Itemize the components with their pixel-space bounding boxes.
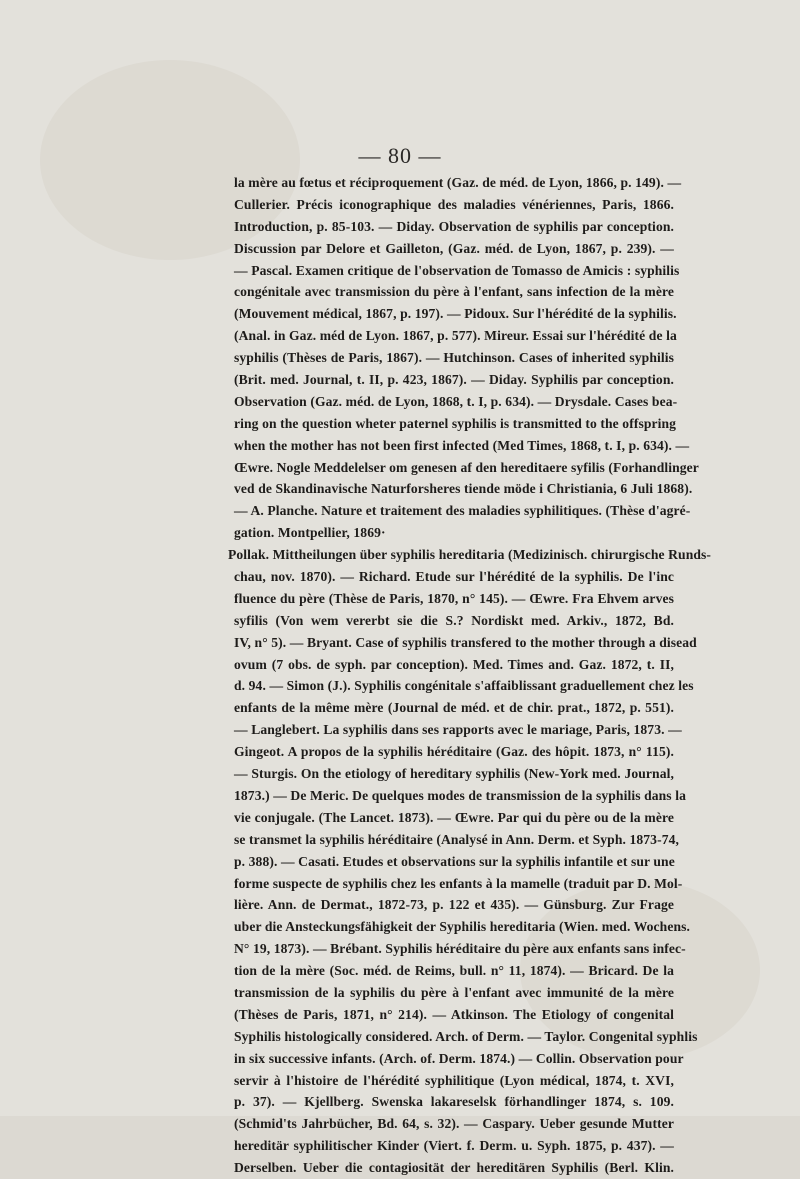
text-line: se transmet la syphilis héréditaire (Analysé in Ann. Derm. et Syph. 1873-74, [234,831,679,847]
text-line: vie conjugale. (The Lancet. 1873). — Œwre. Par qui du père ou de la mère [234,809,674,825]
text-line: fluence du père (Thèse de Paris, 1870, n° 145). — Œwre. Fra Ehvem arves [234,590,674,606]
bibliography-text [228,172,712,1179]
text-line: Observation (Gaz. méd. de Lyon, 1868, t. I, p. 634). — Drysdale. Cases bea- [234,393,678,409]
page-number: — 80 — [358,143,442,168]
text-line: p. 37). — Kjellberg. Swenska lakareselsk förhandlinger 1874, s. 109. [234,1094,674,1110]
text-line: Gingeot. A propos de la syphilis héréditaire (Gaz. des hôpit. 1873, n° 115). [234,744,674,760]
text-line: enfants de la même mère (Journal de méd. et de chir. prat., 1872, p. 551). [234,700,674,716]
text-line: Derselben. Ueber die contagiosität der hereditären Syphilis (Berl. Klin. [234,1160,674,1176]
text-line: (Anal. in Gaz. méd de Lyon. 1867, p. 577). Mireur. Essai sur l'hérédité de la [234,328,677,344]
text-line: (Thèses de Paris, 1871, n° 214). — Atkinson. The Etiology of congenital [234,1006,674,1022]
text-line: (Brit. med. Journal, t. II, p. 423, 1867). — Diday. Syphilis par conception. [234,372,674,388]
text-line: IV, n° 5). — Bryant. Case of syphilis transfered to the mother through a disead [234,634,697,650]
text-line: (Mouvement médical, 1867, p. 197). — Pidoux. Sur l'hérédité de la syphilis. [234,306,677,322]
text-line: tion de la mère (Soc. méd. de Reims, bull. n° 11, 1874). — Bricard. De la [234,963,674,979]
text-line: ovum (7 obs. de syph. par conception). Med. Times and. Gaz. 1872, t. II, [234,656,674,672]
text-line: servir à l'histoire de l'hérédité syphilitique (Lyon médical, 1874, t. XVI, [234,1072,674,1088]
text-line: N° 19, 1873). — Brébant. Syphilis héréditaire du père aux enfants sans infec- [234,941,686,957]
text-line: transmission de la syphilis du père à l'enfant avec immunité de la mère [234,984,674,1000]
text-line: hereditär syphilitischer Kinder (Viert. f. Derm. u. Syph. 1875, p. 437). — [234,1138,674,1154]
text-line: Introduction, p. 85-103. — Diday. Observation de syphilis par conception. [234,218,674,234]
text-line: — A. Planche. Nature et traitement des maladies syphilitiques. (Thèse d'agré- [234,503,691,519]
text-line: chau, nov. 1870). — Richard. Etude sur l'hérédité de la syphilis. De l'inc [234,569,674,585]
text-line: Syphilis histologically considered. Arch. of Derm. — Taylor. Congenital syphlis [234,1028,698,1044]
text-line: la mère au fœtus et réciproquement (Gaz. de méd. de Lyon, 1866, p. 149). — [234,175,682,190]
text-line: congénitale avec transmission du père à l'enfant, sans infection de la mère [234,284,674,300]
text-line: 1873.) — De Meric. De quelques modes de transmission de la syphilis dans la [234,787,686,803]
text-line: forme suspecte de syphilis chez les enfants à la mamelle (traduit par D. Mol- [234,875,683,891]
text-line: (Schmid'ts Jahrbücher, Bd. 64, s. 32). — Caspary. Ueber gesunde Mutter [234,1116,674,1132]
text-line: ved de Skandinavische Naturforsheres tiende möde i Christiania, 6 Juli 1868). [234,481,693,497]
text-line: ring on the question wheter paternel syphilis is transmitted to the offspring [234,415,677,431]
text-line: d. 94. — Simon (J.). Syphilis congénitale s'affaiblissant graduellement chez les [234,678,694,694]
text-line: gation. Montpellier, 1869· [234,525,386,541]
text-line: Pollak. Mittheilungen über syphilis hereditaria (Medizinisch. chirurgische Runds- [228,547,712,563]
text-line: when the mother has not been first infected (Med Times, 1868, t. I, p. 634). — [234,437,690,453]
text-line: uber die Ansteckungsfähigkeit der Syphilis hereditaria (Wien. med. Wochens. [234,919,691,935]
text-line: in six successive infants. (Arch. of. Derm. 1874.) — Collin. Observation pour [234,1050,684,1066]
text-line: Œwre. Nogle Meddelelser om genesen af den hereditaere syfilis (Forhandlinger [234,459,699,475]
text-line: Cullerier. Précis iconographique des maladies vénériennes, Paris, 1866. [234,196,674,212]
text-line: syphilis (Thèses de Paris, 1867). — Hutchinson. Cases of inherited syphilis [234,350,674,366]
text-line: p. 388). — Casati. Etudes et observations sur la syphilis infantile et sur une [234,853,675,869]
text-line: syfilis (Von wem vererbt sie die S.? Nordiskt med. Arkiv., 1872, Bd. [234,612,674,628]
text-line: Discussion par Delore et Gailleton, (Gaz. méd. de Lyon, 1867, p. 239). — [234,240,674,256]
text-line: lière. Ann. de Dermat., 1872-73, p. 122 et 435). — Günsburg. Zur Frage [234,897,674,913]
text-line: — Langlebert. La syphilis dans ses rapports avec le mariage, Paris, 1873. — [234,722,682,738]
text-line: — Pascal. Examen critique de l'observation de Tomasso de Amicis : syphilis [234,262,680,278]
text-line: — Sturgis. On the etiology of hereditary syphilis (New-York med. Journal, [234,766,674,782]
